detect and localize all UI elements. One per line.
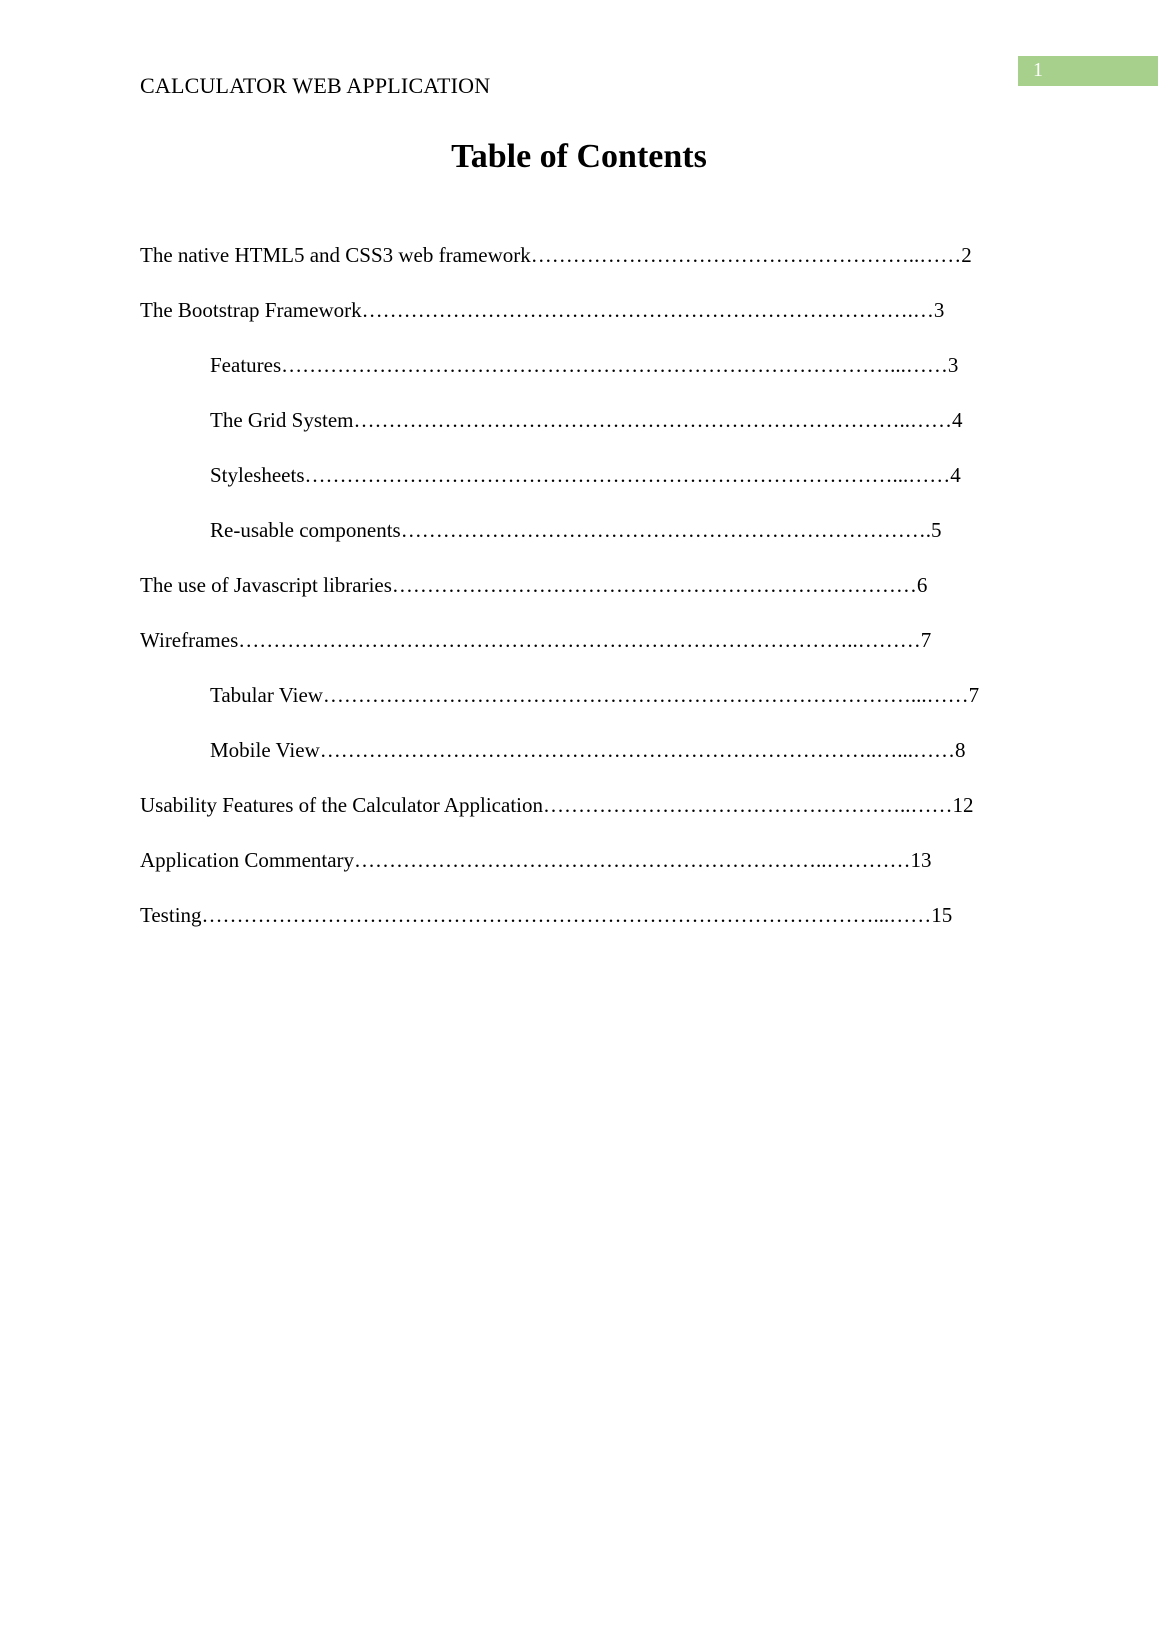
toc-entry-grid-system[interactable] bbox=[210, 405, 962, 435]
toc-entry-reusable-components[interactable] bbox=[210, 515, 941, 545]
toc-entry-testing[interactable] bbox=[140, 900, 952, 930]
toc-entry-text: Wireframes……………………………………………………………………………..………7 bbox=[140, 628, 932, 652]
running-head: CALCULATOR WEB APPLICATION bbox=[140, 73, 491, 98]
toc-entry-usability-features[interactable] bbox=[140, 790, 974, 820]
page-number-bar bbox=[1018, 56, 1158, 86]
toc-entry-text: Mobile View……………………………………………………………………..…...……8 bbox=[210, 738, 966, 762]
toc-entry-text: The Bootstrap Framework…………………………………………………………………….…3 bbox=[140, 298, 945, 322]
toc-entry-application-commentary[interactable] bbox=[140, 845, 932, 875]
toc-entry-wireframes[interactable] bbox=[140, 625, 931, 655]
toc-entry-javascript-libraries[interactable] bbox=[140, 570, 927, 600]
page-number: 1 bbox=[1033, 59, 1043, 81]
toc-entry-stylesheets[interactable] bbox=[210, 460, 961, 490]
toc-entry-text: Tabular View…………………………………………………………………………...……7 bbox=[210, 683, 980, 707]
toc-entry-html5-css3[interactable] bbox=[140, 240, 972, 270]
toc-entry-text: Testing……………………………………………………………………………………...……15 bbox=[140, 903, 953, 927]
toc-entry-text: Stylesheets…………………………………………………………………………...……4 bbox=[210, 463, 961, 487]
toc-entry-text: The native HTML5 and CSS3 web framework………………………………………………..……2 bbox=[140, 243, 972, 267]
toc-entry-text: Application Commentary…………………………………………………………..…………13 bbox=[140, 848, 932, 872]
toc-entry-mobile-view[interactable] bbox=[210, 735, 966, 765]
toc-entry-bootstrap[interactable] bbox=[140, 295, 944, 325]
toc-title: Table of Contents bbox=[451, 138, 707, 175]
toc-entry-text: Re-usable components………………………………………………………………….5 bbox=[210, 518, 942, 542]
toc-entry-text: Usability Features of the Calculator Application……………………………………………..……12 bbox=[140, 793, 974, 817]
toc-entry-tabular-view[interactable] bbox=[210, 680, 979, 710]
toc-entry-text: The use of Javascript libraries…………………………………………………………………6 bbox=[140, 573, 928, 597]
toc-entry-features[interactable] bbox=[210, 350, 958, 380]
toc-entry-text: Features……………………………………………………………………………...……3 bbox=[210, 353, 959, 377]
toc-entry-text: The Grid System……………………………………………………………………..……4 bbox=[210, 408, 963, 432]
